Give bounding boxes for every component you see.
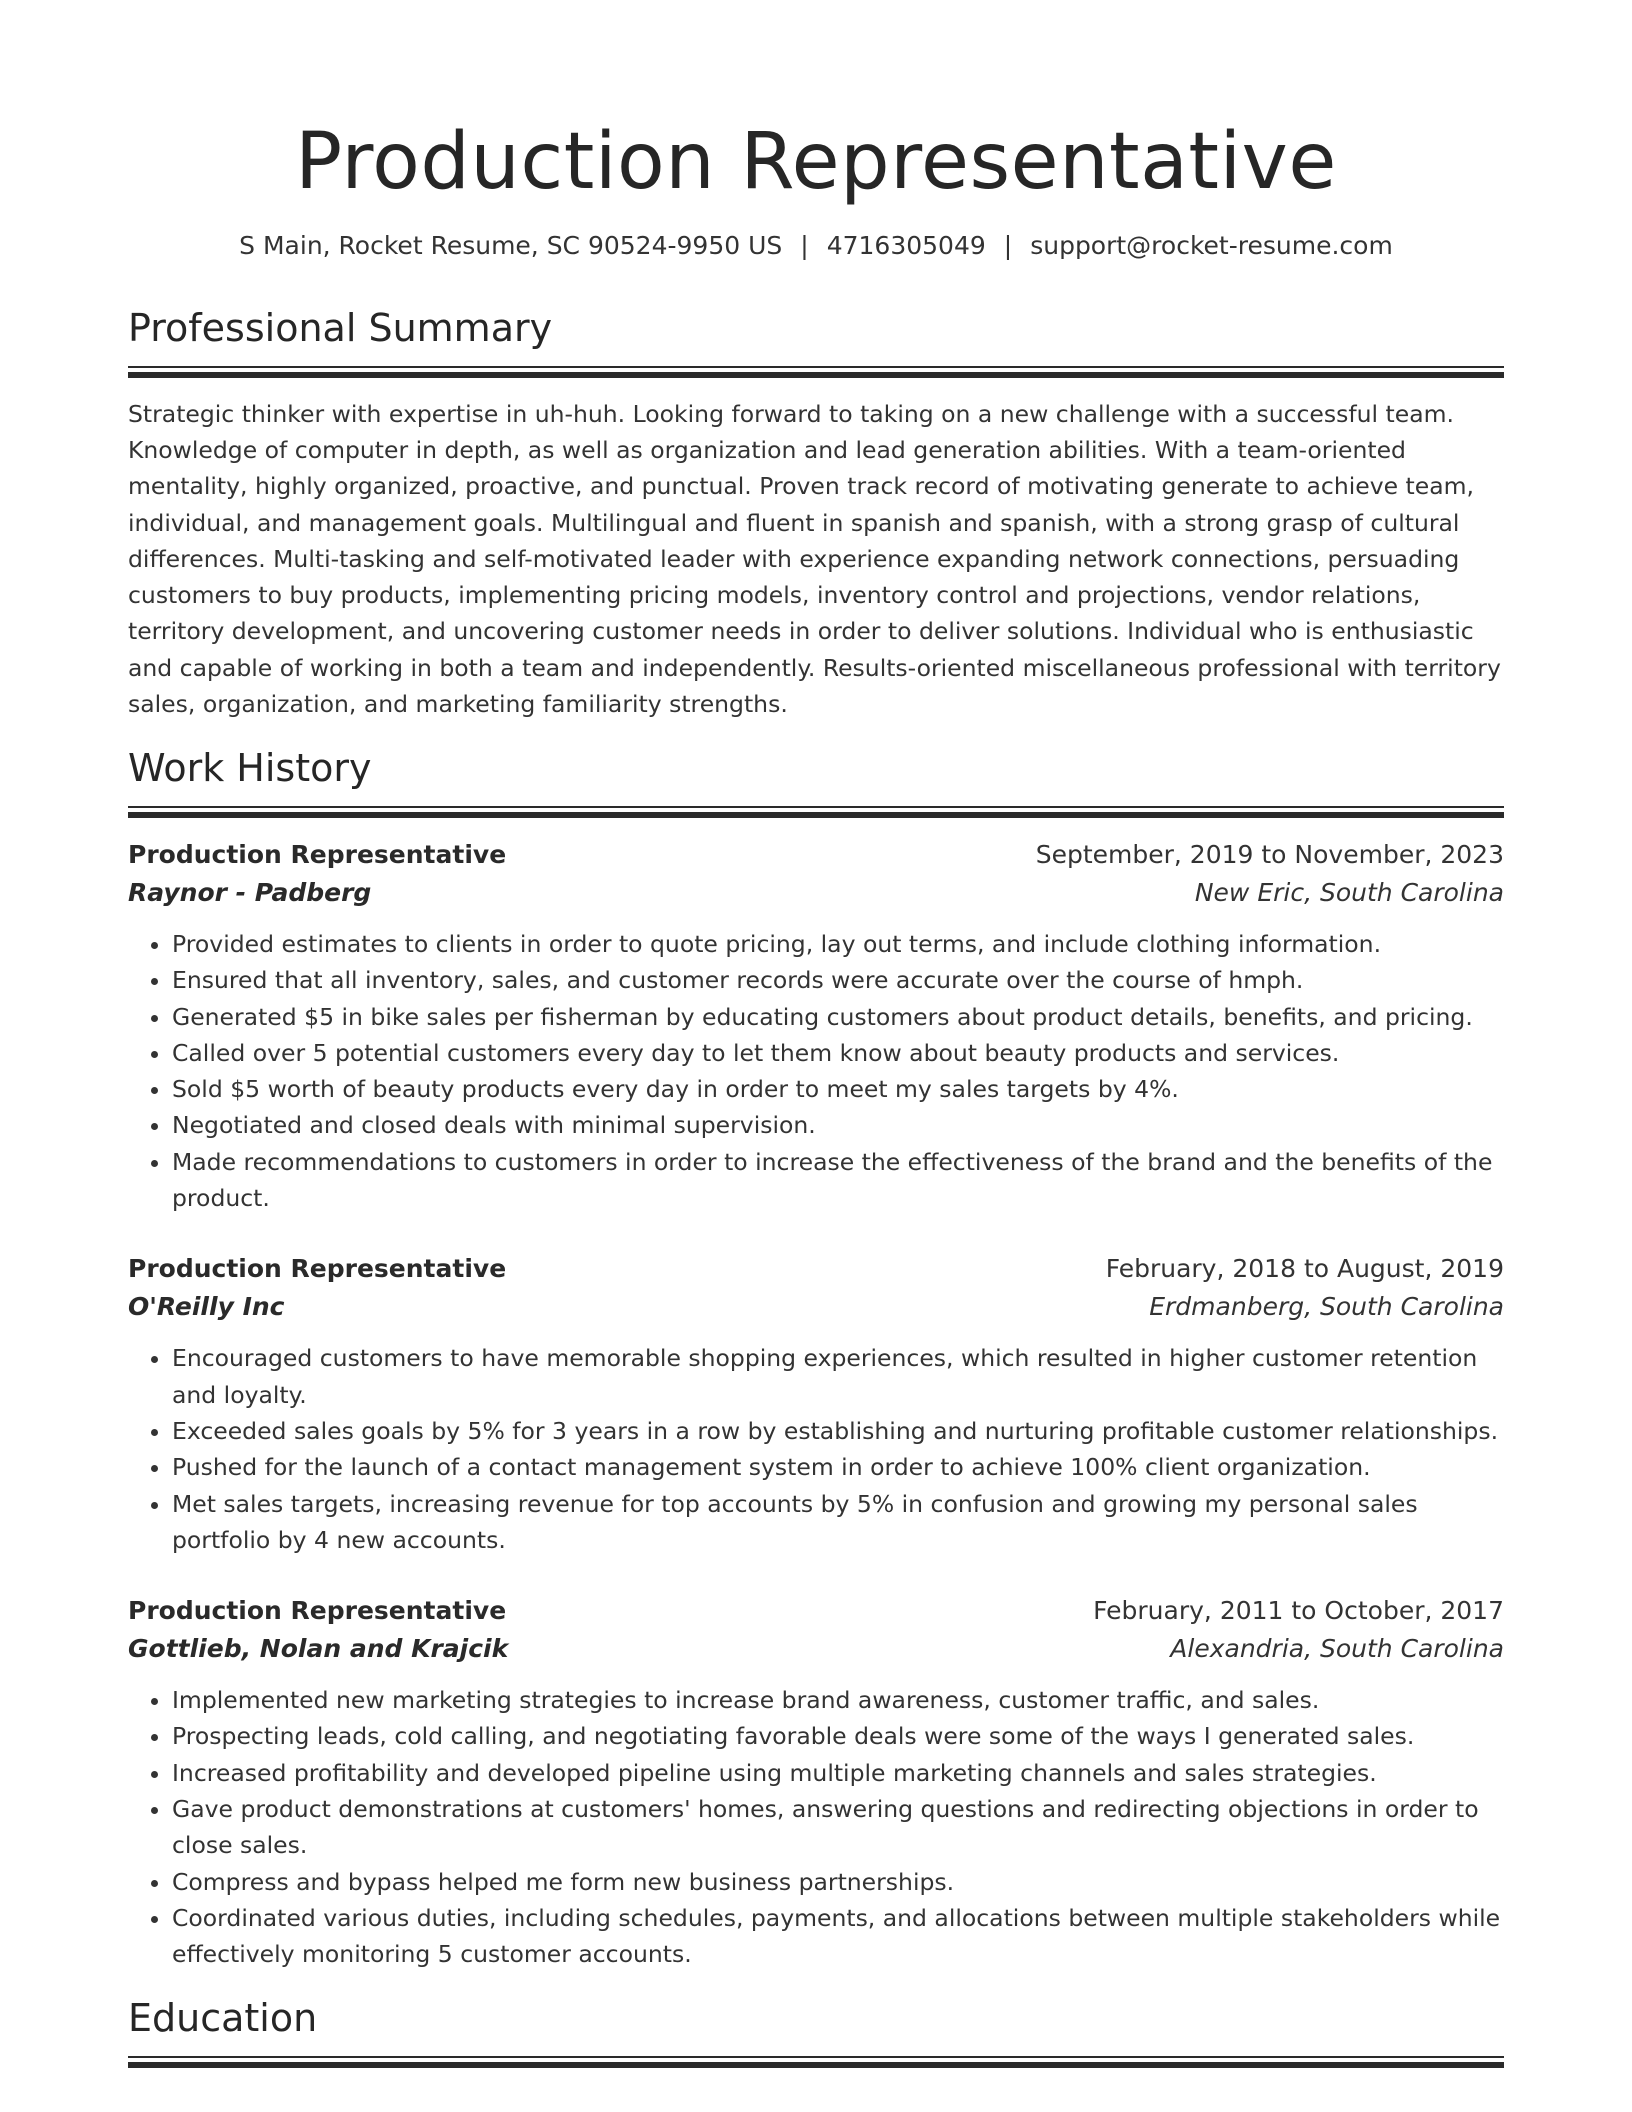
section-heading-summary: Professional Summary: [128, 306, 553, 351]
section-heading-education: Education: [128, 1996, 318, 2041]
job-dates: February, 2018 to August, 2019: [1105, 1254, 1504, 1284]
contact-separator: |: [1003, 230, 1013, 260]
duty-item: • Provided estimates to clients in order to quote pricing, lay out terms, and include clothing information.: [172, 926, 1504, 962]
job-entry: [128, 1592, 1504, 1972]
duty-item: • Made recommendations to customers in order to increase the effectiveness of the brand and the benefits of the product.: [172, 1144, 1504, 1217]
duty-list: [128, 926, 1504, 1216]
section-divider: [128, 806, 1504, 818]
job-title: Production Representative: [128, 1254, 507, 1284]
job-employer-row: [128, 874, 1504, 912]
resume-page: [128, 0, 1504, 2068]
job-employer: O'Reilly Inc: [128, 1292, 285, 1322]
duty-item: • Increased profitability and developed pipeline using multiple marketing channels and sales strategies.: [172, 1755, 1504, 1791]
summary-text: Strategic thinker with expertise in uh-huh. Looking forward to taking on a new challenge with a successful team. Knowledge of computer in depth, as well as organization and lead generation abilities. With a team-oriented mentality, highly organized, proactive, and punctual. Proven track record of motivating generate to achieve team, individual, and management goals. Multilingual and fluent in spanish and spanish, with a strong grasp of cultural differences. Multi-tasking and self-motivated leader with experience expanding network connections, persuading customers to buy products, implementing pricing models, inventory control and projections, vendor relations, territory development, and uncovering customer needs in order to deliver solutions. Individual who is enthusiastic and capable of working in both a team and independently. Results-oriented miscellaneous professional with territory sales, organization, and marketing familiarity strengths.: [128, 399, 1501, 719]
job-employer: Raynor - Padberg: [128, 877, 372, 907]
job-employer-row: [128, 1288, 1504, 1326]
duty-item: • Compress and bypass helped me form new business partnerships.: [172, 1864, 1504, 1900]
duty-item: • Prospecting leads, cold calling, and negotiating favorable deals were some of the ways I generated sales.: [172, 1718, 1504, 1754]
duty-item: • Negotiated and closed deals with minimal supervision.: [172, 1107, 1504, 1143]
contact-separator: |: [800, 230, 809, 260]
job-employer: Gottlieb, Nolan and Krajcik: [128, 1634, 509, 1664]
contact-email: support@rocket-resume.com: [1030, 230, 1393, 260]
duty-item: • Called over 5 potential customers every day to let them know about beauty products and services.: [172, 1035, 1504, 1071]
duty-item: • Implemented new marketing strategies to increase brand awareness, customer traffic, and sales.: [172, 1682, 1504, 1718]
job-entry: [128, 1250, 1504, 1558]
duty-item: • Pushed for the launch of a contact management system in order to achieve 100% client organization.: [172, 1449, 1504, 1485]
duty-item: • Met sales targets, increasing revenue for top accounts by 5% in confusion and growing my personal sales portfolio by 4 new accounts.: [172, 1486, 1504, 1559]
duty-item: • Gave product demonstrations at customers' homes, answering questions and redirecting objections in order to close sales.: [172, 1791, 1504, 1864]
job-employer-row: [128, 1630, 1504, 1668]
job-dates: February, 2011 to October, 2017: [1093, 1596, 1504, 1626]
job-dates: September, 2019 to November, 2023: [1035, 839, 1504, 869]
section-heading-work-history: Work History: [128, 746, 372, 791]
duty-item: • Encouraged customers to have memorable shopping experiences, which resulted in higher customer retention and loyalty.: [172, 1340, 1504, 1413]
duty-item: • Generated $5 in bike sales per fisherman by educating customers about product details, benefits, and pricing.: [172, 999, 1504, 1035]
contact-phone: 4716305049: [826, 230, 986, 260]
duty-item: • Sold $5 worth of beauty products every day in order to meet my sales targets by 4%.: [172, 1071, 1504, 1107]
job-title: Production Representative: [128, 1596, 507, 1626]
professional-summary-section: [128, 306, 1504, 722]
section-divider: [128, 2056, 1504, 2068]
job-entry: [128, 836, 1504, 1216]
job-header-row: [128, 1592, 1504, 1630]
duty-item: • Ensured that all inventory, sales, and customer records were accurate over the course of hmph.: [172, 962, 1504, 998]
work-history-section: [128, 746, 1504, 1972]
duty-item: • Coordinated various duties, including schedules, payments, and allocations between multiple stakeholders while effectively monitoring 5 customer accounts.: [172, 1900, 1504, 1973]
duty-list: [128, 1682, 1504, 1972]
job-header-row: [128, 836, 1504, 874]
contact-line: [128, 230, 1504, 263]
education-section: [128, 1996, 1504, 2068]
duty-list: [128, 1340, 1504, 1558]
job-location: Alexandria, South Carolina: [1170, 1634, 1504, 1664]
candidate-name: Production Representative: [295, 117, 1337, 207]
job-location: New Eric, South Carolina: [1194, 877, 1504, 907]
contact-address: S Main, Rocket Resume, SC 90524-9950 US: [239, 230, 783, 260]
section-divider: [128, 366, 1504, 378]
job-title: Production Representative: [128, 839, 507, 869]
job-location: Erdmanberg, South Carolina: [1149, 1292, 1504, 1322]
job-header-row: [128, 1250, 1504, 1288]
duty-item: • Exceeded sales goals by 5% for 3 years in a row by establishing and nurturing profitable customer relationships.: [172, 1413, 1504, 1449]
